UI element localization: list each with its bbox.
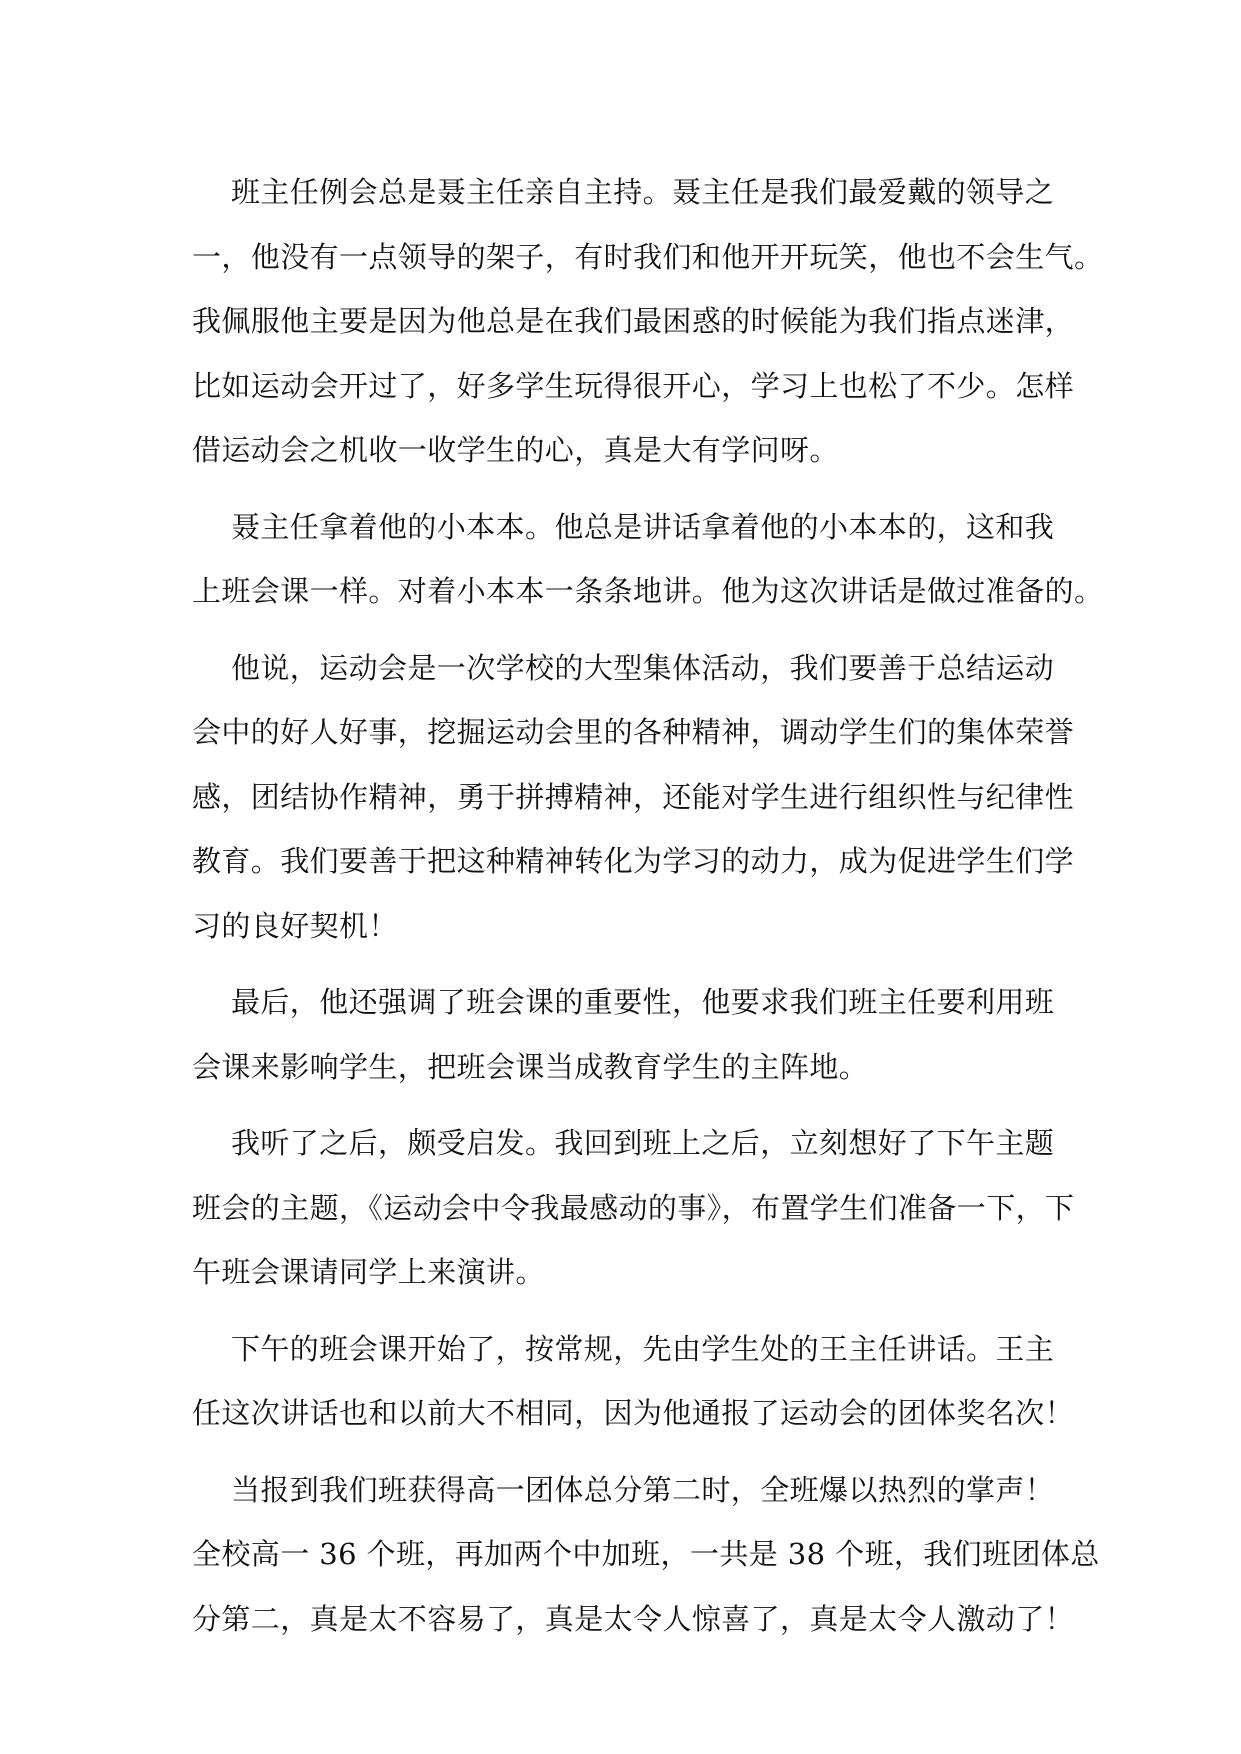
text-line: 班会的主题，《运动会中令我最感动的事》，布置学生们准备一下，下 [192, 1190, 1075, 1225]
text-line: 会课来影响学生，把班会课当成教育学生的主阵地。 [192, 1049, 869, 1084]
text-line: 感，团结协作精神，勇于拼搏精神，还能对学生进行组织性与纪律性 [192, 779, 1075, 814]
paragraph [192, 495, 1104, 624]
text-line: 我听了之后，颇受启发。我回到班上之后，立刻想好了下午主题 [231, 1126, 1055, 1160]
text-line: 我佩服他主要是因为他总是在我们最困惑的时候能为我们指点迷津， [192, 304, 1075, 338]
paragraph-gap [192, 1446, 1050, 1458]
text-line: 习的良好契机！ [192, 908, 398, 943]
text-line: 最后，他还强调了班会课的重要性，他要求我们班主任要利用班 [231, 985, 1055, 1019]
text-line: 借运动会之机收一收学生的心，真是大有学问呀。 [192, 433, 839, 467]
paragraph-gap [192, 1305, 1050, 1317]
text-line: 午班会课请同学上来演讲。 [192, 1255, 545, 1289]
paragraph-gap [192, 483, 1050, 495]
paragraph [192, 1458, 1100, 1652]
text-line: 上班会课一样。对着小本本一条条地讲。他为这次讲话是做过准备的。 [192, 574, 1104, 608]
paragraph [192, 160, 1104, 483]
paragraph [192, 1111, 1075, 1305]
text-line: 班主任例会总是聂主任亲自主持。聂主任是我们最爱戴的领导之 [231, 175, 1055, 209]
paragraph-gap [192, 624, 1050, 636]
text-line: 全校高一 36 个班，再加两个中加班，一共是 38 个班，我们班团体总 [192, 1537, 1100, 1571]
text-line: 教育。我们要善于把这种精神转化为学习的动力，成为促进学生们学 [192, 844, 1075, 878]
text-line: 聂主任拿着他的小本本。他总是讲话拿着他的小本本的，这和我 [231, 509, 1055, 544]
paragraph-gap [192, 1099, 1050, 1111]
text-line: 他说，运动会是一次学校的大型集体活动，我们要善于总结运动 [231, 650, 1055, 685]
text-line: 当报到我们班获得高一团体总分第二时，全班爆以热烈的掌声！ [231, 1472, 1055, 1507]
document-body [192, 160, 1104, 1651]
paragraph [192, 970, 1055, 1099]
text-line: 一，他没有一点领导的架子，有时我们和他开开玩笑，他也不会生气。 [192, 239, 1104, 274]
text-line: 下午的班会课开始了，按常规，先由学生处的王主任讲话。王主 [231, 1331, 1055, 1366]
paragraph-gap [192, 958, 1050, 970]
text-line: 任这次讲话也和以前大不相同，因为他通报了运动会的团体奖名次！ [192, 1396, 1075, 1430]
text-line: 会中的好人好事，挖掘运动会里的各种精神，调动学生们的集体荣誉 [192, 715, 1075, 749]
text-line: 比如运动会开过了，好多学生玩得很开心，学习上也松了不少。怎样 [192, 368, 1075, 403]
paragraph [192, 636, 1075, 959]
text-line: 分第二，真是太不容易了，真是太令人惊喜了，真是太令人激动了！ [192, 1601, 1075, 1636]
paragraph [192, 1317, 1075, 1446]
